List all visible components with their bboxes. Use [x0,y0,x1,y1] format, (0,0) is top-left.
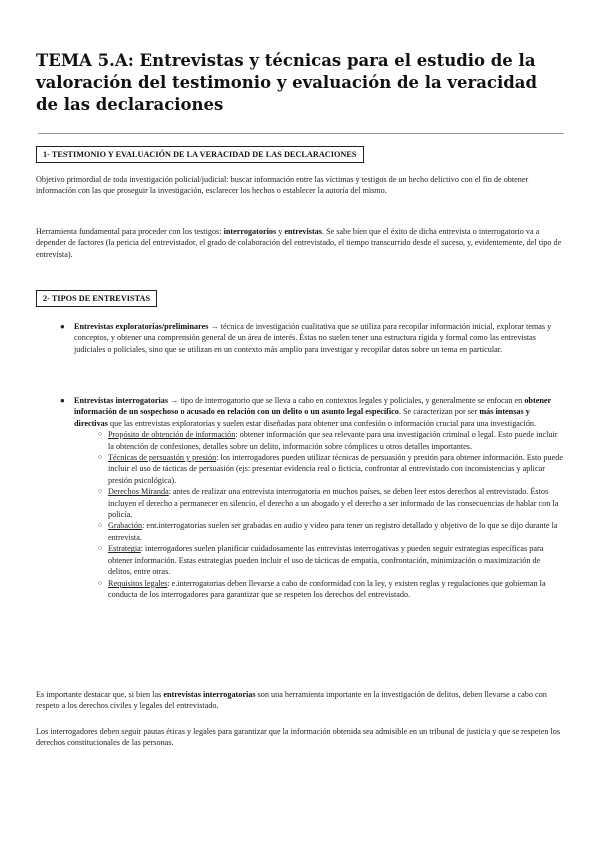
bullet-icon: ● [60,322,65,331]
sub-item-tecnicas [90,452,564,486]
text: Es importante destacar que, si bien las [36,690,164,699]
text: : los interrogadores pueden utilizar técnicas de persuasión y presión para obtener información. Esto puede incluir el uso de tácticas de persuasión (ejs: presentar evidencia real o ficticia, confrontar al entrevistado con inconsistencias y aplicar presión psicológica). [108,453,563,485]
sub-label: Estrategia [108,544,141,554]
bold-term: entrevistas interrogatorias [163,690,256,699]
sub-list [90,429,564,600]
list-item-exploratorias [36,321,564,355]
text: : e.interrogatorias deben llevarse a cabo de conformidad con la ley, y existen reglas y regulaciones que gobiernan la conducta de los interrogadores para garantizar que se respeten los derechos del entrevistado. [108,578,546,599]
circle-bullet-icon: ○ [98,487,103,496]
circle-bullet-icon: ○ [98,578,103,587]
paragraph-interrogadores: Los interrogadores deben seguir pautas éticas y legales para garantizar que la información obtenida sea admisible en un tribunal de justicia y que se respeten los derechos constitucionales de las personas. [36,727,561,748]
text: : interrogadores suelen planificar cuidadosamente las entrevistas interrogativas y pueden seguir estrategias específicas para obtener información. Estas estrategias pueden incluir el uso de tácticas de empatía, confrontación, minimización o maximización de delitos, entre otras. [108,544,544,577]
circle-bullet-icon: ○ [98,544,103,553]
text: tipo de interrogatorio que se lleva a cabo en contextos legales y policiales, y generalmente se enfocan en [180,396,525,405]
sub-label: Grabación [108,521,143,531]
sub-item-proposito [90,429,564,452]
page-title: TEMA 5.A: Entrevistas y técnicas para el estudio de la valoración del testimonio y evaluación de la veracidad de las declaraciones [36,51,537,114]
text: que las entrevistas exploratorias y suelen estar diseñadas para obtener una confesión o información crucial para una investigación. [107,418,537,428]
list-item-interrogatorias [36,395,564,600]
paragraph-objetivo: Objetivo primordial de toda investigación policial/judicial: buscar información entre las víctimas y testigos de un hecho delictivo con el fin de obtener información con las que proseguir la investigación, esclarecer los hechos o establecer la autoría del mismo. [36,175,529,196]
text: : ent.interrogatorias suelen ser grabadas en audio y video para tener un registro detallado y objetivo de lo que se dijo durante la entrevista. [108,521,558,542]
sub-label: Técnicas de persuasión y presión [108,453,217,463]
sub-item-requisitos [90,578,564,601]
divider [38,133,564,134]
circle-bullet-icon: ○ [98,453,103,462]
paragraph-herramienta [36,226,562,260]
text: . Se caracterizan por ser [398,407,480,417]
bold-term: interrogatorios [223,227,277,236]
arrow-icon: → [168,396,181,405]
text: . Se sabe bien que el éxito de dicha entrevista o interrogatorio va a depender de factores (la pericia del entrevistador, el grado de colaboración del entrevistado, el tiempo transcurrido desde el suceso, y, evidentemente, del tipo de entrevista). [36,227,562,259]
sub-item-miranda [90,486,564,520]
sub-label: Requisitos legales [108,578,168,588]
circle-bullet-icon: ○ [98,521,103,530]
bold-term: más intensas y directivas [74,407,530,428]
sub-label: Propósito de obtención de información [108,430,236,440]
text: y [276,227,285,236]
bold-term: Entrevistas exploratorias/preliminares [74,322,209,331]
types-list [36,321,564,355]
paragraph-importante [36,689,562,712]
section-heading-2: 2- TIPOS DE ENTREVISTAS [36,290,157,307]
bold-term: entrevistas [284,227,322,236]
text: Herramienta fundamental para proceder con los testigos: [36,227,224,236]
bold-term: obtener información de un sospechoso o acusado en relación con un delito o un asunto legal específico [74,396,552,417]
sub-label: Derechos Miranda [108,487,169,497]
sub-item-grabacion [90,520,564,543]
types-list-2 [36,395,564,600]
text: : obtener información que sea relevante para una investigación criminal o legal. Esto puede incluir la obtención de confesiones, detalles sobre un delito, información sobre cómplices u otros detalles importantes. [108,430,558,451]
arrow-icon: → [208,322,221,331]
text: : antes de realizar una entrevista interrogatoria en muchos países, se deben leer estos derechos al entrevistado. Éstos incluyen el derecho a permanecer en silencio, el derecho a un abogado y el derecho a ser informado de las consecuencias de hablar con la policía. [108,487,559,520]
text: técnica de investigación cualitativa que se utiliza para recopilar información inicial, explorar temas y conceptos, y obtener una comprensión general de un área de interés. Éstas no suelen tener una estructura rígida y formal como las entrevistas judiciales o policiales, sino que se utilizan en un contexto más amplio para investigar y recopilar datos sobre un tema en particular. [74,322,552,354]
bold-term: Entrevistas interrogatorias [74,396,169,405]
text: son una herramienta importante en la investigación de delitos, deben llevarse a cabo con respeto a los derechos civiles y legales del entrevistado. [36,690,547,711]
circle-bullet-icon: ○ [98,430,103,439]
sub-item-estrategia [90,543,564,577]
section-heading-1: 1- TESTIMONIO Y EVALUACIÓN DE LA VERACIDAD DE LAS DECLARACIONES [36,146,364,163]
bullet-icon: ● [60,396,65,405]
